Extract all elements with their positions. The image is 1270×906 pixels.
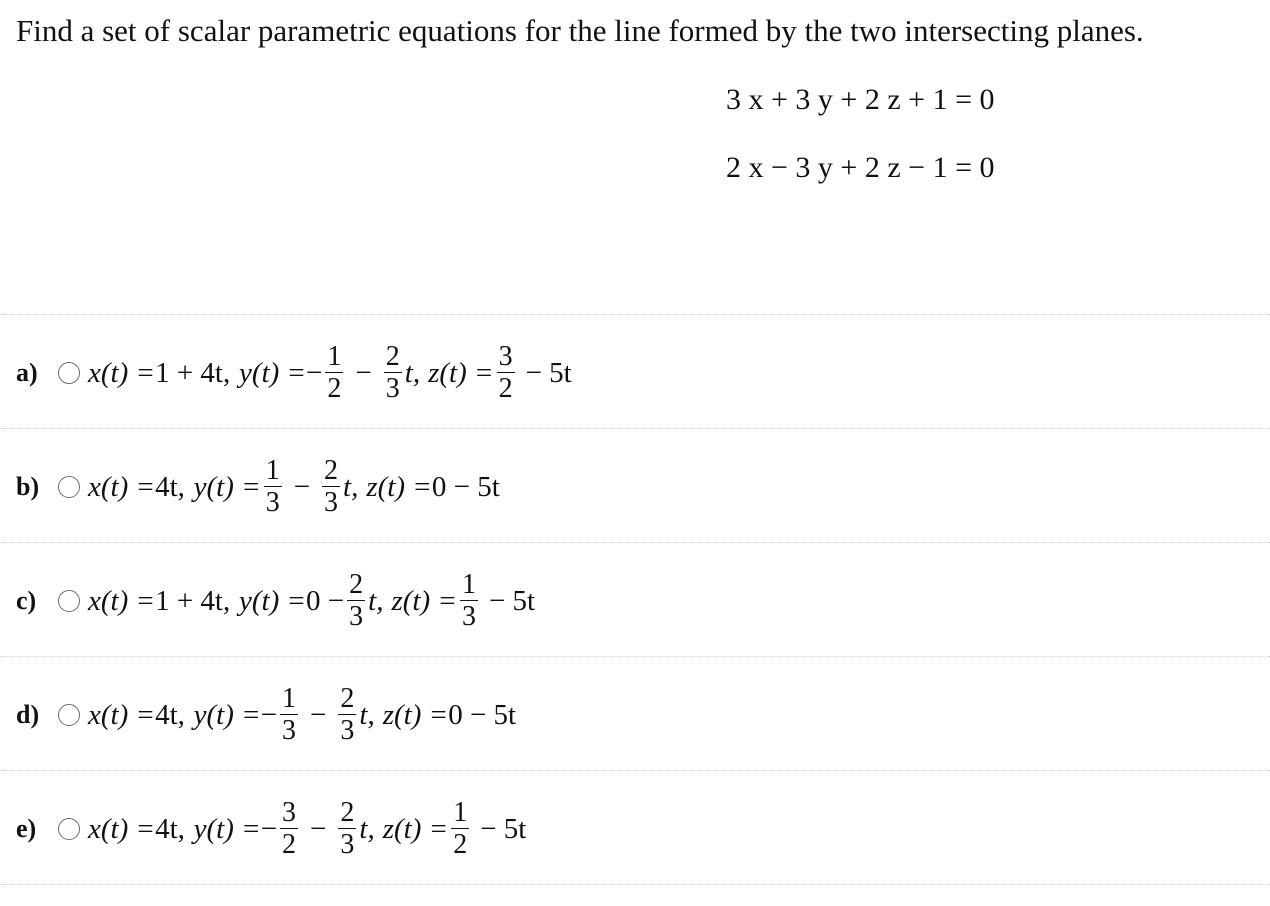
x-equation-lhs: x(t) = [88, 812, 156, 845]
divider [0, 428, 1270, 429]
fraction-denominator: 3 [461, 601, 476, 632]
option-a-equations: x(t) = 1 + 4t , y(t) = − $\frac{1}{2}$ − $\frac{2}{3}$ t, z(t) = $\frac{3}{2}$ − 5t [88, 341, 572, 404]
option-letter: c) [16, 586, 37, 615]
x-equation-rhs: 4t [155, 470, 178, 503]
y-equation-lhs: y(t) = [238, 356, 307, 389]
answer-option-b[interactable] [16, 452, 500, 522]
fraction-numerator: 2 [385, 341, 400, 372]
y-sign: − [260, 812, 278, 845]
z-rest: 0 − 5t [448, 698, 517, 731]
fraction-numerator: 2 [340, 797, 355, 828]
fraction-numerator: 1 [327, 341, 342, 372]
fraction-denominator: 3 [340, 715, 355, 746]
fraction-denominator: 3 [324, 487, 339, 518]
y-coefficient-fraction [347, 571, 365, 631]
x-equation-rhs: 1 + 4t [155, 356, 223, 389]
y-constant-fraction [280, 799, 298, 859]
answer-option-a[interactable] [16, 338, 572, 408]
y-tail: t, [359, 812, 375, 845]
y-operator: − [310, 812, 327, 845]
z-constant-fraction [497, 343, 515, 403]
y-coefficient-fraction [338, 685, 356, 745]
option-letter: b) [16, 472, 40, 501]
x-equation-rhs: 4t [155, 812, 178, 845]
divider [0, 770, 1270, 771]
radio-button-e[interactable] [58, 818, 80, 840]
option-c-equations: x(t) = 1 + 4t , y(t) = 0 − $\frac{2}{3}$ t, z(t) = $\frac{1}{3}$ − 5t [88, 569, 536, 632]
x-equation-rhs: 1 + 4t [155, 584, 223, 617]
y-sign: − [306, 356, 323, 389]
y-equation-lhs: y(t) = [238, 584, 307, 617]
fraction-denominator: 3 [265, 487, 280, 518]
z-equation-lhs: z(t) = [428, 356, 494, 389]
plane-equation-2: 2 x − 3 y + 2 z − 1 = 0 [726, 151, 995, 184]
option-letter: a) [16, 358, 38, 387]
x-equation-rhs: 4t [155, 698, 178, 731]
y-sign: − [260, 698, 278, 731]
y-operator: − [293, 470, 311, 503]
option-e-equations: x(t) = 4t , y(t) = − $\frac{3}{2}$ − $\frac{2}{3}$ t, z(t) = $\frac{1}{2}$ − 5t [88, 797, 527, 860]
divider [0, 542, 1270, 543]
fraction-numerator: 2 [340, 683, 355, 714]
z-equation-lhs: z(t) = [382, 698, 449, 731]
x-equation-lhs: x(t) = [88, 470, 156, 503]
radio-button-b[interactable] [58, 476, 80, 498]
y-coefficient-fraction [384, 343, 402, 403]
x-equation-lhs: x(t) = [88, 356, 156, 389]
y-coefficient-fraction [322, 457, 340, 517]
answer-option-c[interactable] [16, 566, 535, 636]
divider [0, 314, 1270, 315]
x-equation-lhs: x(t) = [88, 584, 156, 617]
option-d-equations: x(t) = 4t , y(t) = − $\frac{1}{3}$ − $\frac{2}{3}$ t, z(t) = 0 − 5t [88, 683, 517, 746]
answer-option-d[interactable] [16, 680, 516, 750]
option-b-equations: x(t) = 4t , y(t) = $\frac{1}{3}$ − $\frac{2}{3}$ t, z(t) = 0 − 5t [88, 455, 500, 518]
answer-option-e[interactable] [16, 794, 526, 864]
fraction-denominator: 3 [340, 829, 355, 860]
z-rest: − 5t [480, 812, 527, 845]
divider [0, 884, 1270, 885]
y-constant: 0 − [306, 584, 345, 617]
divider [0, 656, 1270, 657]
z-rest: 0 − 5t [431, 470, 500, 503]
y-tail: t, [343, 470, 359, 503]
fraction-denominator: 2 [498, 373, 513, 404]
y-operator: − [310, 698, 327, 731]
fraction-denominator: 3 [385, 373, 400, 404]
fraction-numerator: 2 [324, 455, 339, 486]
fraction-numerator: 2 [349, 569, 364, 600]
z-equation-lhs: z(t) = [366, 470, 432, 503]
fraction-denominator: 3 [282, 715, 297, 746]
z-constant-fraction [460, 571, 478, 631]
z-equation-lhs: z(t) = [382, 812, 449, 845]
y-constant-fraction [264, 457, 282, 517]
fraction-numerator: 3 [282, 797, 297, 828]
fraction-denominator: 2 [453, 829, 468, 860]
question-text: Find a set of scalar parametric equations for the line formed by the two intersecting planes. [16, 13, 1144, 48]
fraction-denominator: 3 [349, 601, 364, 632]
y-constant-fraction [280, 685, 298, 745]
option-letter: e) [16, 814, 37, 843]
fraction-numerator: 3 [498, 341, 513, 372]
option-letter: d) [16, 700, 40, 729]
fraction-numerator: 1 [265, 455, 280, 486]
z-constant-fraction [451, 799, 469, 859]
y-equation-lhs: y(t) = [193, 812, 261, 845]
y-tail: t, [368, 584, 384, 617]
z-rest: − 5t [488, 584, 536, 617]
fraction-denominator: 2 [327, 373, 342, 404]
y-coefficient-fraction [338, 799, 356, 859]
y-equation-lhs: y(t) = [193, 698, 261, 731]
y-tail: t, [359, 698, 375, 731]
fraction-numerator: 1 [453, 797, 468, 828]
radio-button-c[interactable] [58, 590, 80, 612]
y-constant-fraction [325, 343, 343, 403]
y-tail: t, [404, 356, 421, 389]
fraction-numerator: 1 [461, 569, 476, 600]
y-operator: − [355, 356, 372, 389]
x-equation-lhs: x(t) = [88, 698, 156, 731]
z-rest: − 5t [525, 356, 572, 389]
y-equation-lhs: y(t) = [193, 470, 261, 503]
radio-button-a[interactable] [58, 362, 80, 384]
z-equation-lhs: z(t) = [391, 584, 457, 617]
fraction-numerator: 1 [282, 683, 297, 714]
plane-equation-1: 3 x + 3 y + 2 z + 1 = 0 [726, 83, 995, 116]
radio-button-d[interactable] [58, 704, 80, 726]
fraction-denominator: 2 [282, 829, 297, 860]
